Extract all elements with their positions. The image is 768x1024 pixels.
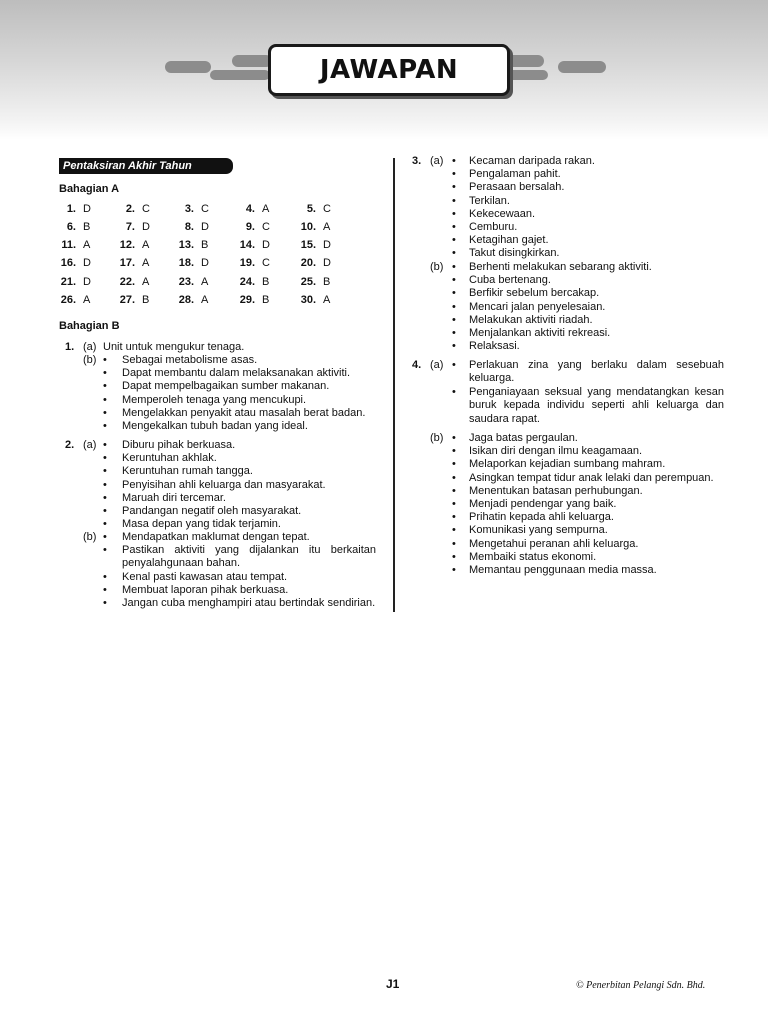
mcq-question-number: 23. — [178, 276, 194, 288]
bullet-icon: • — [103, 354, 107, 366]
page-number: J1 — [386, 977, 400, 991]
mcq-answer-letter: A — [83, 294, 91, 306]
part-label: (b) — [430, 432, 444, 444]
bullet-icon: • — [452, 313, 456, 326]
bullet-icon: • — [452, 194, 456, 207]
bullet-icon: • — [103, 491, 107, 504]
column-divider — [393, 158, 395, 612]
list-item: Kenal pasti kawasan atau tempat. — [122, 570, 288, 583]
bullet-icon: • — [452, 564, 456, 576]
deco-bar-right — [558, 61, 606, 73]
mcq-question-number: 27. — [119, 294, 135, 306]
list-item: Pandangan negatif oleh masyarakat. — [122, 505, 302, 517]
mcq-question-number: 14. — [239, 239, 255, 251]
mcq-answer-letter: A — [83, 239, 91, 251]
answer-text: Unit untuk mengukur tenaga. — [103, 341, 245, 353]
mcq-answer-letter: D — [201, 221, 209, 233]
mcq-answer-letter: A — [323, 294, 331, 306]
list-item: Keruntuhan rumah tangga. — [122, 465, 253, 478]
bullet-icon: • — [103, 478, 107, 491]
bullet-icon: • — [452, 327, 456, 339]
bullet-icon: • — [452, 550, 456, 563]
bullet-icon: • — [452, 155, 456, 167]
list-item: Ketagihan gajet. — [469, 234, 549, 247]
list-item: Sebagai metabolisme asas. — [122, 354, 258, 366]
mcq-question-number: 25. — [300, 276, 316, 288]
bullet-icon: • — [103, 570, 107, 583]
part-label: (a) — [430, 359, 444, 371]
mcq-answer-letter: C — [262, 221, 270, 233]
bullet-icon: • — [103, 393, 107, 406]
list-item: Kekecewaan. — [469, 207, 536, 220]
list-item: Berhenti melakukan sebarang aktiviti. — [469, 261, 652, 273]
mcq-answer-letter: D — [323, 257, 331, 269]
mcq-question-number: 13. — [178, 239, 194, 251]
bullet-icon: • — [452, 458, 456, 471]
list-item: Dapat membantu dalam melaksanakan aktiviti. — [122, 367, 351, 380]
bullet-icon: • — [452, 511, 456, 524]
bahagian-b-heading: Bahagian B — [59, 320, 120, 332]
mcq-answer-letter: C — [142, 203, 150, 215]
bullet-icon: • — [452, 524, 456, 537]
list-item: Pengalaman pahit. — [469, 168, 561, 181]
list-item: Membuat laporan pihak berkuasa. — [122, 583, 289, 596]
bullet-icon: • — [452, 385, 456, 398]
list-item: Asingkan tempat tidur anak lelaki dan perempuan. — [469, 471, 714, 484]
mcq-question-number: 28. — [178, 294, 194, 306]
mcq-answer-letter: B — [83, 221, 91, 233]
mcq-answer-letter: B — [142, 294, 150, 306]
list-item: Memperoleh tenaga yang mencukupi. — [122, 393, 307, 406]
mcq-answer-letter: D — [262, 239, 270, 251]
bullet-icon: • — [452, 221, 456, 233]
bullet-icon: • — [452, 340, 456, 353]
list-item: Memantau penggunaan media massa. — [469, 564, 657, 576]
mcq-answer-letter: D — [201, 257, 209, 269]
list-item: Perasaan bersalah. — [469, 181, 565, 194]
list-item: Relaksasi. — [469, 340, 520, 353]
bullet-icon: • — [103, 465, 107, 478]
deco-bar-left-inner — [232, 55, 272, 67]
list-item: Isikan diri dengan ilmu keagamaan. — [469, 445, 643, 458]
mcq-question-number: 6. — [66, 221, 76, 233]
part-label: (a) — [83, 341, 97, 353]
mcq-answer-letter: C — [201, 203, 209, 215]
bullet-icon: • — [103, 452, 107, 465]
mcq-answer-letter: C — [323, 203, 331, 215]
mcq-question-number: 20. — [300, 257, 316, 269]
bullet-icon: • — [103, 505, 107, 517]
list-item: Mengekalkan tubuh badan yang ideal. — [122, 420, 308, 432]
mcq-question-number: 16. — [60, 257, 76, 269]
list-item: Maruah diri tercemar. — [122, 491, 226, 504]
list-item: Menentukan batasan perhubungan. — [469, 484, 643, 497]
list-item: Terkilan. — [469, 194, 510, 207]
bullet-icon: • — [103, 597, 107, 609]
list-item: Kecaman daripada rakan. — [469, 155, 595, 167]
mcq-question-number: 17. — [119, 257, 135, 269]
list-item: Jangan cuba menghampiri atau bertindak sendirian. — [122, 597, 376, 609]
list-item: Menjalankan aktiviti rekreasi. — [469, 327, 611, 339]
bullet-icon: • — [452, 359, 456, 371]
bullet-icon: • — [452, 181, 456, 194]
mcq-answer-letter: B — [323, 276, 331, 288]
list-item: Dapat mempelbagaikan sumber makanan. — [122, 380, 330, 393]
bullet-icon: • — [103, 439, 107, 451]
list-item: Masa depan yang tidak terjamin. — [122, 518, 281, 531]
mcq-question-number: 8. — [184, 221, 194, 233]
bullet-icon: • — [103, 406, 107, 419]
mcq-answer-letter: D — [142, 221, 150, 233]
list-item: Jaga batas pergaulan. — [469, 432, 578, 444]
mcq-answer-letter: B — [201, 239, 209, 251]
mcq-question-number: 24. — [239, 276, 255, 288]
list-item: Melakukan aktiviti riadah. — [469, 313, 593, 326]
mcq-question-number: 11. — [61, 239, 76, 251]
bullet-icon: • — [452, 300, 456, 313]
mcq-question-number: 29. — [239, 294, 255, 306]
mcq-question-number: 2. — [125, 203, 135, 215]
mcq-answer-letter: A — [142, 276, 150, 288]
mcq-answer-letter: A — [262, 203, 270, 215]
part-label: (b) — [83, 354, 97, 366]
section-title: Pentaksiran Akhir Tahun — [59, 158, 233, 174]
question-number: 1. — [65, 341, 75, 353]
list-item: Penyisihan ahli keluarga dan masyarakat. — [122, 478, 326, 491]
mcq-answer-letter: B — [262, 276, 270, 288]
list-item: Cemburu. — [469, 221, 518, 233]
list-item: Diburu pihak berkuasa. — [122, 439, 236, 451]
bullet-icon: • — [452, 261, 456, 273]
list-item: buruk kepada individu seperti ahli keluarga dan — [469, 399, 724, 412]
mcq-question-number: 5. — [306, 203, 316, 215]
copyright-notice: © Penerbitan Pelangi Sdn. Bhd. — [576, 980, 706, 991]
list-item: Membaiki status ekonomi. — [469, 550, 597, 563]
question-number: 2. — [65, 439, 75, 451]
bullet-icon: • — [452, 432, 456, 444]
bullet-icon: • — [103, 531, 107, 543]
bullet-icon: • — [452, 445, 456, 458]
question-number: 4. — [412, 359, 422, 371]
deco-bar-left — [165, 61, 211, 73]
bullet-icon: • — [452, 471, 456, 484]
bullet-icon: • — [452, 274, 456, 287]
mcq-answer-letter: A — [201, 294, 209, 306]
bullet-icon: • — [103, 583, 107, 596]
mcq-answer-letter: B — [262, 294, 270, 306]
mcq-question-number: 19. — [239, 257, 255, 269]
list-item: Cuba bertenang. — [469, 274, 551, 287]
bullet-icon: • — [452, 207, 456, 220]
list-item: Melaporkan kejadian sumbang mahram. — [469, 458, 666, 471]
list-item: Mengelakkan penyakit atau masalah berat badan. — [122, 406, 366, 419]
list-item: Perlakuan zina yang berlaku dalam sesebuah — [469, 359, 724, 371]
mcq-answer-letter: A — [142, 257, 150, 269]
mcq-answer-letter: A — [142, 239, 150, 251]
mcq-question-number: 7. — [125, 221, 135, 233]
page-title: JAWAPAN — [268, 44, 510, 96]
list-item: saudara rapat. — [469, 412, 540, 425]
mcq-answer-letter: D — [83, 276, 91, 288]
mcq-answer-letter: A — [201, 276, 209, 288]
part-label: (b) — [430, 261, 444, 273]
mcq-question-number: 1. — [66, 203, 76, 215]
bullet-icon: • — [452, 498, 456, 510]
mcq-answer-letter: D — [83, 203, 91, 215]
list-item: Menjadi pendengar yang baik. — [469, 498, 617, 510]
mcq-answer-letter: A — [323, 221, 331, 233]
deco-bar-left-lower — [210, 70, 270, 80]
bullet-icon: • — [452, 247, 456, 260]
bullet-icon: • — [103, 367, 107, 380]
bullet-icon: • — [452, 234, 456, 247]
list-item: Komunikasi yang sempurna. — [469, 524, 608, 537]
list-item: Mendapatkan maklumat dengan tepat. — [122, 531, 310, 543]
mcq-answer-letter: C — [262, 257, 270, 269]
list-item: Berfikir sebelum bercakap. — [469, 287, 600, 300]
mcq-question-number: 3. — [184, 203, 194, 215]
bullet-icon: • — [103, 544, 107, 557]
mcq-question-number: 30. — [300, 294, 316, 306]
mcq-answer-letter: D — [83, 257, 91, 269]
mcq-answer-letter: D — [323, 239, 331, 251]
list-item: Prihatin kepada ahli keluarga. — [469, 511, 614, 524]
bullet-icon: • — [452, 484, 456, 497]
part-label: (b) — [83, 531, 97, 543]
bullet-icon: • — [103, 420, 107, 432]
list-item: Keruntuhan akhlak. — [122, 452, 217, 465]
mcq-question-number: 4. — [245, 203, 255, 215]
list-item: Mengetahui peranan ahli keluarga. — [469, 537, 639, 550]
mcq-question-number: 22. — [119, 276, 135, 288]
bullet-icon: • — [452, 537, 456, 550]
list-item: penyalahgunaan bahan. — [122, 557, 241, 570]
bullet-icon: • — [452, 287, 456, 300]
part-label: (a) — [430, 155, 444, 167]
bahagian-a-heading: Bahagian A — [59, 183, 120, 195]
mcq-question-number: 26. — [60, 294, 76, 306]
bullet-icon: • — [452, 168, 456, 181]
list-item: Mencari jalan penyelesaian. — [469, 300, 606, 313]
bullet-icon: • — [103, 518, 107, 531]
part-label: (a) — [83, 439, 97, 451]
list-item: Penganiayaan seksual yang mendatangkan kesan — [469, 385, 724, 398]
mcq-question-number: 9. — [245, 221, 255, 233]
question-number: 3. — [412, 155, 422, 167]
mcq-question-number: 18. — [178, 257, 194, 269]
mcq-question-number: 10. — [300, 221, 316, 233]
list-item: keluarga. — [469, 372, 515, 385]
list-item: Takut disingkirkan. — [469, 247, 560, 260]
bullet-icon: • — [103, 380, 107, 393]
list-item: Pastikan aktiviti yang dijalankan itu berkaitan — [122, 544, 376, 557]
mcq-question-number: 15. — [300, 239, 316, 251]
mcq-question-number: 12. — [119, 239, 135, 251]
mcq-question-number: 21. — [60, 276, 76, 288]
